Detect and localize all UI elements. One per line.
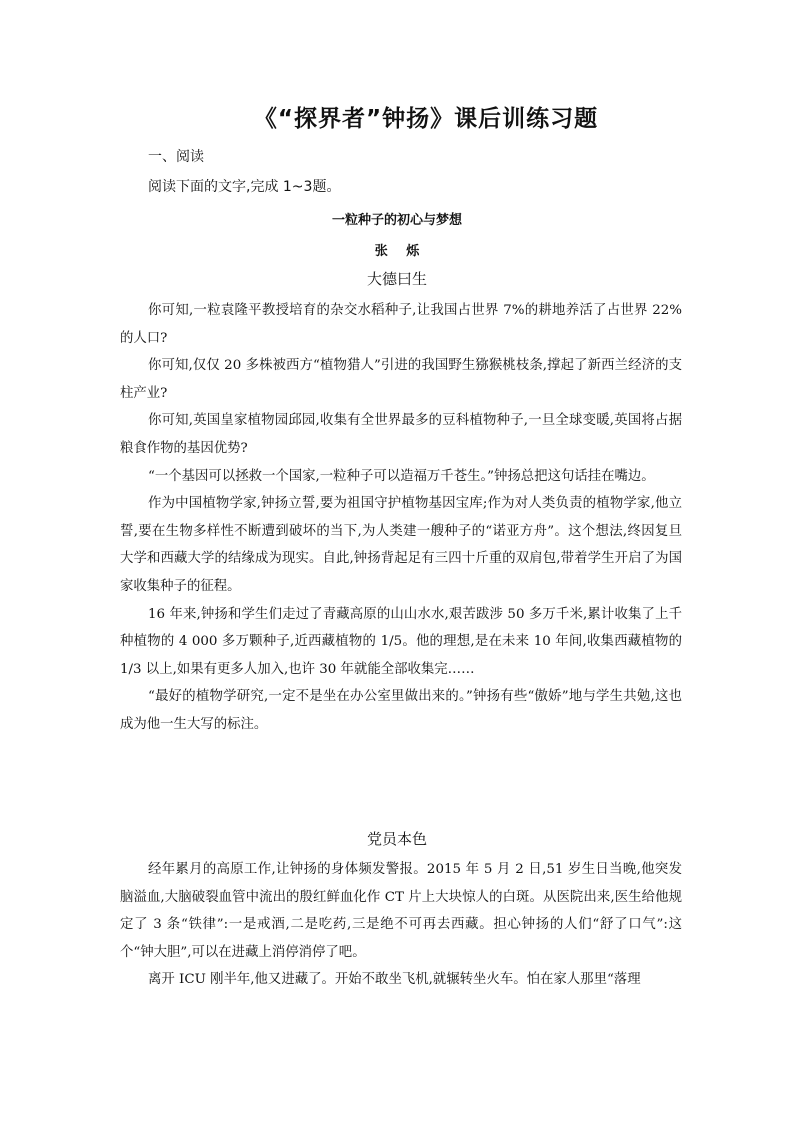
subheading-dangyuan-bense: 党员本色 xyxy=(366,830,427,848)
paragraph: 经年累月的高原工作,让钟扬的身体频发警报。2015 年 5 月 2 日,51 岁生日当晚,他突发脑溢血,大脑破裂血管中流出的殷红鲜血化作 CT 片上大块惊人的白斑。从医院出来,医生给他规定了 3 条“铁律”:一是戒酒,二是吃药,三是绝不可再去西藏。担心钟扬的人们“舒了口气”:这个“钟大胆”,可以在进藏上消停消停了吧。 xyxy=(120,862,682,960)
subheading-dade-yuesheng: 大德曰生 xyxy=(366,270,427,288)
article-body-part1 xyxy=(120,297,682,739)
paragraph: 离开 ICU 刚半年,他又进藏了。开始不敢坐飞机,就辗转坐火车。怕在家人那里“落理 xyxy=(148,972,641,988)
article-title: 一粒种子的初心与梦想 xyxy=(331,213,462,228)
section-heading: 一、阅读 xyxy=(148,149,204,165)
paragraph: “一个基因可以拯救一个国家,一粒种子可以造福万千苍生。”钟扬总把这句话挂在嘴边。 xyxy=(148,468,655,484)
article-body-part2 xyxy=(120,856,682,994)
instruction-text: 阅读下面的文字,完成 1~3题。 xyxy=(148,179,341,195)
paragraph: “最好的植物学研究,一定不是坐在办公室里做出来的。”钟扬有些“傲娇”地与学生共勉,这也成为他一生大写的标注。 xyxy=(120,689,682,732)
article-author: 张 烁 xyxy=(374,244,420,259)
paragraph: 你可知,英国皇家植物园邱园,收集有全世界最多的豆科植物种子,一旦全球变暖,英国将占据粮食作物的基因优势? xyxy=(120,413,682,456)
paragraph: 你可知,仅仅 20 多株被西方“植物猎人”引进的我国野生猕猴桃枝条,撑起了新西兰经济的支柱产业? xyxy=(120,358,682,401)
document-title: 《“探界者”钟扬》课后训练习题 xyxy=(253,106,599,132)
paragraph: 16 年来,钟扬和学生们走过了青藏高原的山山水水,艰苦跋涉 50 多万千米,累计收集了上千种植物的 4 000 多万颗种子,近西藏植物的 1/5。他的理想,是在未来 10 年间,收集西藏植物的 1/3 以上,如果有更多人加入,也许 30 年就能全部收集完…… xyxy=(120,606,682,677)
paragraph: 你可知,一粒袁隆平教授培育的杂交水稻种子,让我国占世界 7%的耕地养活了占世界 22%的人口? xyxy=(120,303,682,346)
paragraph: 作为中国植物学家,钟扬立誓,要为祖国守护植物基因宝库;作为对人类负责的植物学家,他立誓,要在生物多样性不断遭到破坏的当下,为人类建一艘种子的“诺亚方舟”。这个想法,终因复旦大学和西藏大学的结缘成为现实。自此,钟扬背起足有三四十斤重的双肩包,带着学生开启了为国家收集种子的征程。 xyxy=(120,496,682,594)
